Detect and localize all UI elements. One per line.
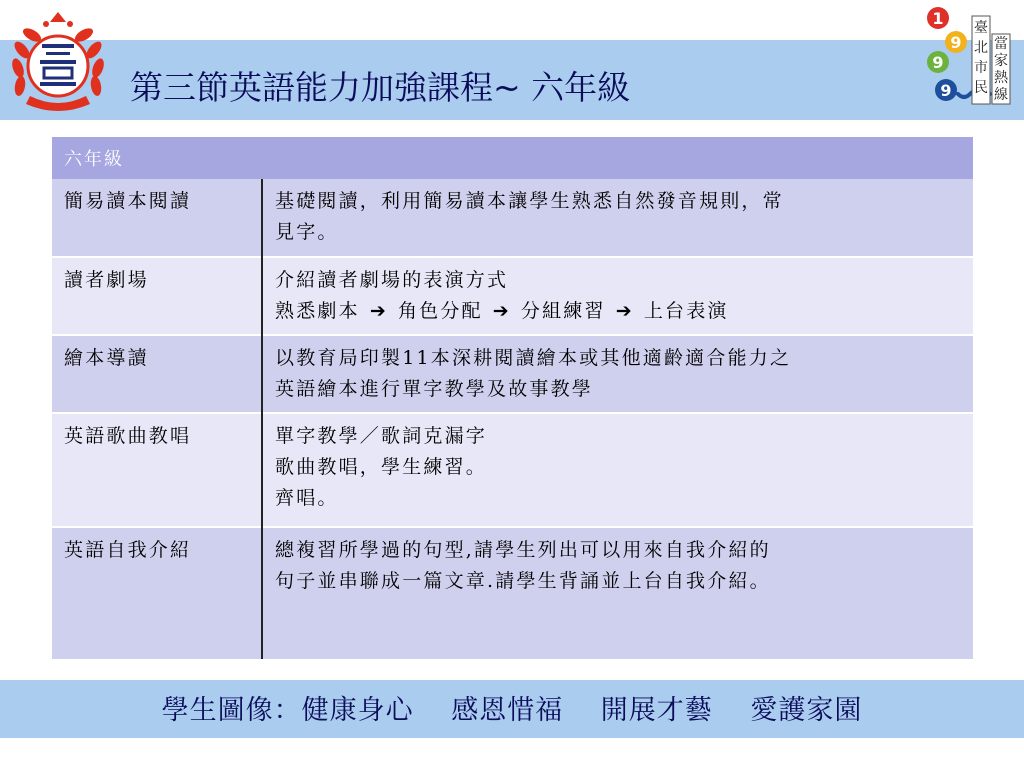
- description-line: 以教育局印製11本深耕閱讀繪本或其他適齡適合能力之: [275, 347, 792, 369]
- row-name: 讀者劇場: [52, 257, 262, 335]
- row-description: [262, 527, 973, 659]
- hotline-text-left: 臺北市民: [974, 20, 988, 96]
- description-line: 總複習所學過的句型,請學生列出可以用來自我介紹的: [275, 539, 771, 561]
- arrow-right-icon: ➔: [492, 300, 511, 322]
- description-line: 基礎閱讀，利用簡易讀本讓學生熟悉自然發音規則，常: [275, 190, 784, 212]
- step-label: 上台表演: [643, 300, 729, 322]
- footer-band: [0, 680, 1024, 738]
- row-description: [262, 413, 973, 527]
- course-table: [52, 137, 973, 659]
- table-row: [52, 413, 973, 527]
- hotline-brand: [920, 4, 1016, 108]
- arrow-right-icon: ➔: [369, 300, 388, 322]
- step-label: 分組練習: [520, 300, 606, 322]
- table-row: [52, 179, 973, 257]
- description-line: 見字。: [275, 221, 339, 243]
- description-line: 句子並串聯成一篇文章.請學生背誦並上台自我介紹。: [275, 570, 771, 592]
- description-line: 介紹讀者劇場的表演方式: [275, 269, 509, 291]
- row-description: [262, 179, 973, 257]
- table-row: [52, 257, 973, 335]
- description-line: 齊唱。: [275, 487, 339, 509]
- svg-text:9: 9: [932, 53, 944, 72]
- svg-text:9: 9: [940, 81, 952, 100]
- row-description: [262, 335, 973, 413]
- svg-text:9: 9: [950, 33, 962, 52]
- description-line: 英語繪本進行單字教學及故事教學: [275, 378, 594, 400]
- school-logo: [6, 10, 110, 114]
- page-title: 第三節英語能力加強課程~ 六年級: [130, 68, 631, 107]
- row-name: 簡易讀本閱讀: [52, 179, 262, 257]
- header-band: [0, 40, 1024, 120]
- step-label: 角色分配: [397, 300, 483, 322]
- table-heading: 六年級: [52, 137, 973, 179]
- description-line: 歌曲教唱，學生練習。: [275, 456, 488, 478]
- step-label: 熟悉劇本: [275, 300, 360, 322]
- hotline-text-right: 當家熱線: [994, 36, 1008, 103]
- description-line: 單字教學／歌詞克漏字: [275, 425, 488, 447]
- row-description: [262, 257, 973, 335]
- table-row: [52, 527, 973, 659]
- row-name: 英語歌曲教唱: [52, 413, 262, 527]
- arrow-right-icon: ➔: [615, 300, 634, 322]
- row-name: 英語自我介紹: [52, 527, 262, 659]
- student-motto: 學生圖像：健康身心 感恩惜福 開展才藝 愛護家園: [161, 695, 863, 726]
- row-name: 繪本導讀: [52, 335, 262, 413]
- content-table: [52, 137, 973, 663]
- table-row: [52, 335, 973, 413]
- steps-line: [275, 296, 961, 327]
- svg-text:1: 1: [932, 9, 944, 28]
